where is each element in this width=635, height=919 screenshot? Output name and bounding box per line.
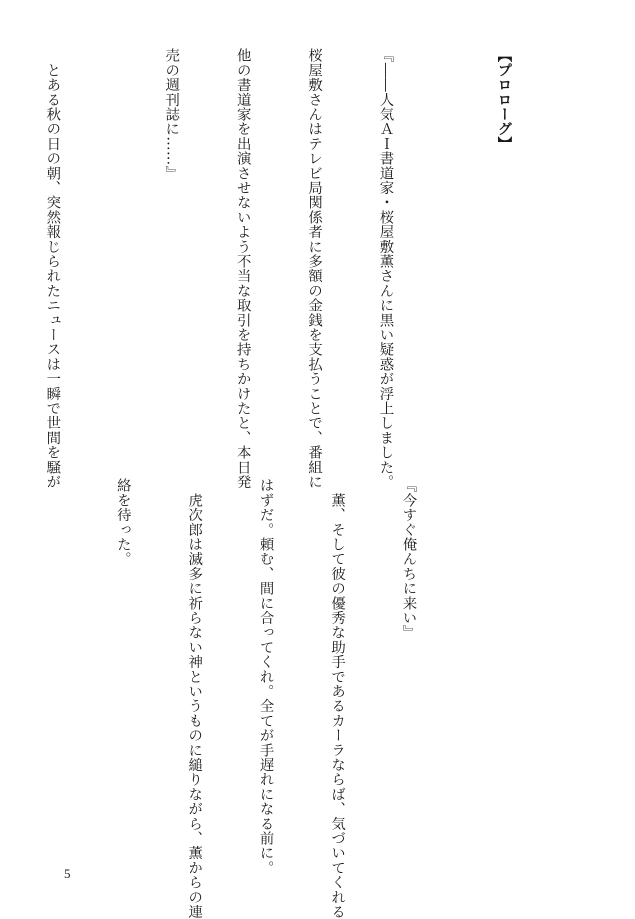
text-line: 虎次郎は滅多に祈らない神というものに縋りながら、薫からの連 — [186, 478, 203, 919]
text-line: 絡を待った。 — [114, 478, 131, 567]
chapter-title: 【プロローグ】 — [495, 48, 513, 151]
text-line: とある秋の日の朝、突然報じられたニュースは一瞬で世間を騒が — [44, 48, 61, 489]
text-line: 薫、そして彼の優秀な助手であるカーラならば、気づいてくれる — [329, 478, 346, 919]
text-line: 他の書道家を出演させないよう不当な取引を持ちかけたと、本日発 — [234, 48, 251, 489]
page-number: 5 — [64, 866, 71, 881]
lower-text-block — [114, 478, 467, 919]
text-line: 桜屋敷さんはテレビ局関係者に多額の金銭を支払うことで、番組に — [306, 48, 323, 489]
upper-text-block — [44, 48, 563, 489]
text-line: 売の週刊誌に……』 — [163, 48, 180, 181]
text-line: 『今すぐ俺んちに来い』 — [400, 478, 417, 640]
text-line: 『――人気ＡＩ書道家・桜屋敷薫さんに黒い疑惑が浮上しました。 — [377, 48, 394, 489]
text-line: はずだ。頼む、間に合ってくれ。全てが手遅れになる前に。 — [257, 478, 274, 875]
